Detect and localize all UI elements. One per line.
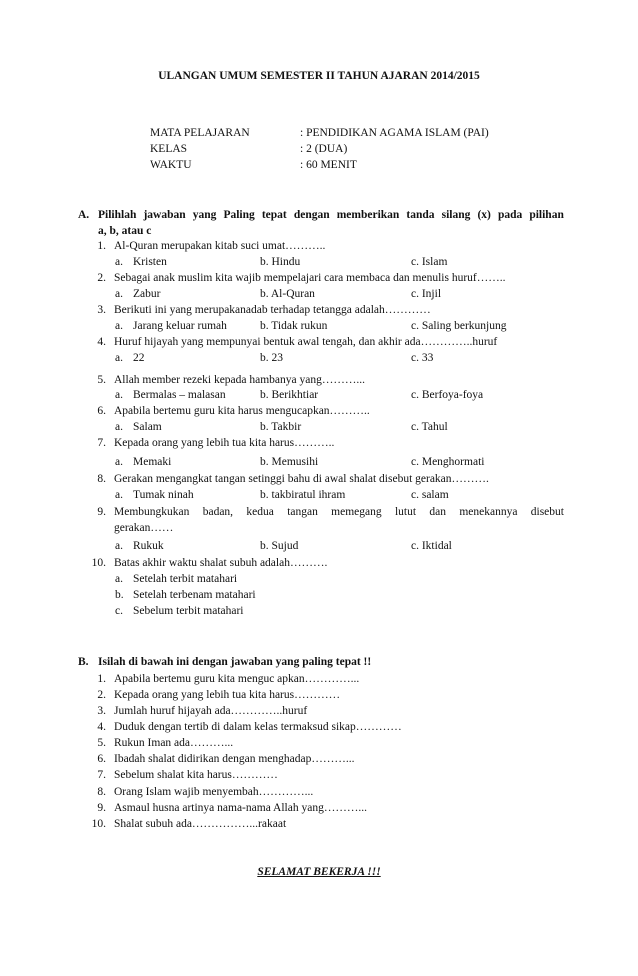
option-b: b. Berikhtiar <box>260 389 319 401</box>
question-number: 1. <box>97 240 106 252</box>
option-c: c. Saling berkunjung <box>411 320 507 332</box>
question-number: 7. <box>97 437 106 449</box>
question-number: 9. <box>97 506 106 518</box>
section-b-letter: B. <box>78 656 89 668</box>
question-text: Apabila bertemu guru kita harus mengucapkan……….. <box>114 405 370 417</box>
question-text: Al-Quran merupakan kitab suci umat……….. <box>114 240 326 252</box>
page-title: ULANGAN UMUM SEMESTER II TAHUN AJARAN 2014/2015 <box>158 70 480 82</box>
question-text: Berikuti ini yang merupakanadab terhadap tetangga adalah………… <box>114 304 431 316</box>
option-c-letter: c. <box>115 605 123 617</box>
question-text: Orang Islam wajib menyembah…………... <box>114 786 314 798</box>
question-text: Allah member rezeki kepada hambanya yang………... <box>114 374 365 386</box>
question-number: 4. <box>97 721 106 733</box>
option-c: c. Islam <box>411 256 448 268</box>
question-text-continued: gerakan…… <box>114 522 174 534</box>
info-label-class: KELAS <box>150 143 188 155</box>
section-a-instruction-line2: a, b, atau c <box>98 225 152 237</box>
section-a-instruction: Pilihlah jawaban yang Paling tepat dengan memberikan tanda silang (x) pada pilihan <box>98 209 564 221</box>
option-a: 22 <box>133 352 145 364</box>
section-a-letter: A. <box>78 209 90 221</box>
option-c: c. Iktidal <box>411 540 452 552</box>
option-b: b. Sujud <box>260 540 299 552</box>
info-label-subject: MATA PELAJARAN <box>150 127 250 139</box>
question-number: 6. <box>97 753 106 765</box>
info-label-time: WAKTU <box>150 159 192 171</box>
question-text: Ibadah shalat didirikan dengan menghadap………... <box>114 753 355 765</box>
option-c: c. 33 <box>411 352 434 364</box>
option-c: c. Berfoya-foya <box>411 389 484 401</box>
option-b: b. Hindu <box>260 256 301 268</box>
option-b: b. Takbir <box>260 421 302 433</box>
option-a-letter: a. <box>115 573 123 585</box>
question-number: 3. <box>97 705 106 717</box>
option-c: c. salam <box>411 489 449 501</box>
option-a-letter: a. <box>115 389 123 401</box>
option-a-letter: a. <box>115 288 123 300</box>
question-text: Membungkukan badan, kedua tangan memegang lutut dan menekannya disebut <box>114 506 564 518</box>
option-a-letter: a. <box>115 352 123 364</box>
option-c: c. Injil <box>411 288 442 300</box>
info-value-time: : 60 MENIT <box>300 159 357 171</box>
info-value-subject: : PENDIDIKAN AGAMA ISLAM (PAI) <box>300 127 489 139</box>
question-number: 5. <box>97 374 106 386</box>
question-text: Huruf hijayah yang mempunyai bentuk awal tengah, dan akhir ada…………..huruf <box>114 336 498 348</box>
option-b: b. 23 <box>260 352 283 364</box>
question-number: 6. <box>97 405 106 417</box>
closing-message: SELAMAT BEKERJA !!! <box>257 866 381 878</box>
question-text: Kepada orang yang lebih tua kita harus……….. <box>114 437 335 449</box>
question-number: 9. <box>97 802 106 814</box>
option-a: Jarang keluar rumah <box>133 320 227 332</box>
option-a: Tumak ninah <box>133 489 194 501</box>
option-a-letter: a. <box>115 489 123 501</box>
question-text: Rukun Iman ada………... <box>114 737 234 749</box>
option-b: Setelah terbenam matahari <box>133 589 256 601</box>
section-b-instruction: Isilah di bawah ini dengan jawaban yang paling tepat !! <box>98 656 372 668</box>
question-text: Sebagai anak muslim kita wajib mempelajari cara membaca dan menulis huruf…….. <box>114 272 506 284</box>
question-text: Shalat subuh ada……………...rakaat <box>114 818 287 830</box>
question-text: Batas akhir waktu shalat subuh adalah………. <box>114 557 328 569</box>
question-number: 5. <box>97 737 106 749</box>
question-text: Kepada orang yang lebih tua kita harus………… <box>114 689 341 701</box>
option-a: Kristen <box>133 256 167 268</box>
option-a-letter: a. <box>115 320 123 332</box>
option-a-letter: a. <box>115 256 123 268</box>
option-b: b. Tidak rukun <box>260 320 328 332</box>
option-c: c. Menghormati <box>411 456 485 468</box>
question-number: 1. <box>97 673 106 685</box>
info-value-class: : 2 (DUA) <box>300 143 348 155</box>
option-a: Bermalas – malasan <box>133 389 226 401</box>
question-text: Gerakan mengangkat tangan setinggi bahu di awal shalat disebut gerakan………. <box>114 473 489 485</box>
option-b: b. Al-Quran <box>260 288 315 300</box>
question-text: Jumlah huruf hijayah ada…………..huruf <box>114 705 308 717</box>
question-text: Apabila bertemu guru kita menguc apkan…………... <box>114 673 360 685</box>
option-c: c. Tahul <box>411 421 448 433</box>
option-a: Zabur <box>133 288 161 300</box>
question-number: 7. <box>97 769 106 781</box>
question-text: Asmaul husna artinya nama-nama Allah yang………... <box>114 802 367 814</box>
option-b-letter: b. <box>115 589 124 601</box>
question-number: 2. <box>97 689 106 701</box>
option-b: b. takbiratul ihram <box>260 489 346 501</box>
question-number: 10. <box>91 818 106 830</box>
option-a: Salam <box>133 421 162 433</box>
option-c: Sebelum terbit matahari <box>133 605 244 617</box>
question-text: Sebelum shalat kita harus………… <box>114 769 278 781</box>
question-number: 3. <box>97 304 106 316</box>
option-a-letter: a. <box>115 540 123 552</box>
option-a: Rukuk <box>133 540 164 552</box>
question-number: 10. <box>91 557 106 569</box>
option-a-letter: a. <box>115 421 123 433</box>
question-number: 2. <box>97 272 106 284</box>
question-number: 4. <box>97 336 106 348</box>
option-a: Setelah terbit matahari <box>133 573 238 585</box>
question-text: Duduk dengan tertib di dalam kelas termaksud sikap………… <box>114 721 402 733</box>
option-a: Memaki <box>133 456 172 468</box>
question-number: 8. <box>97 786 106 798</box>
option-b: b. Memusihi <box>260 456 319 468</box>
option-a-letter: a. <box>115 456 123 468</box>
question-number: 8. <box>97 473 106 485</box>
